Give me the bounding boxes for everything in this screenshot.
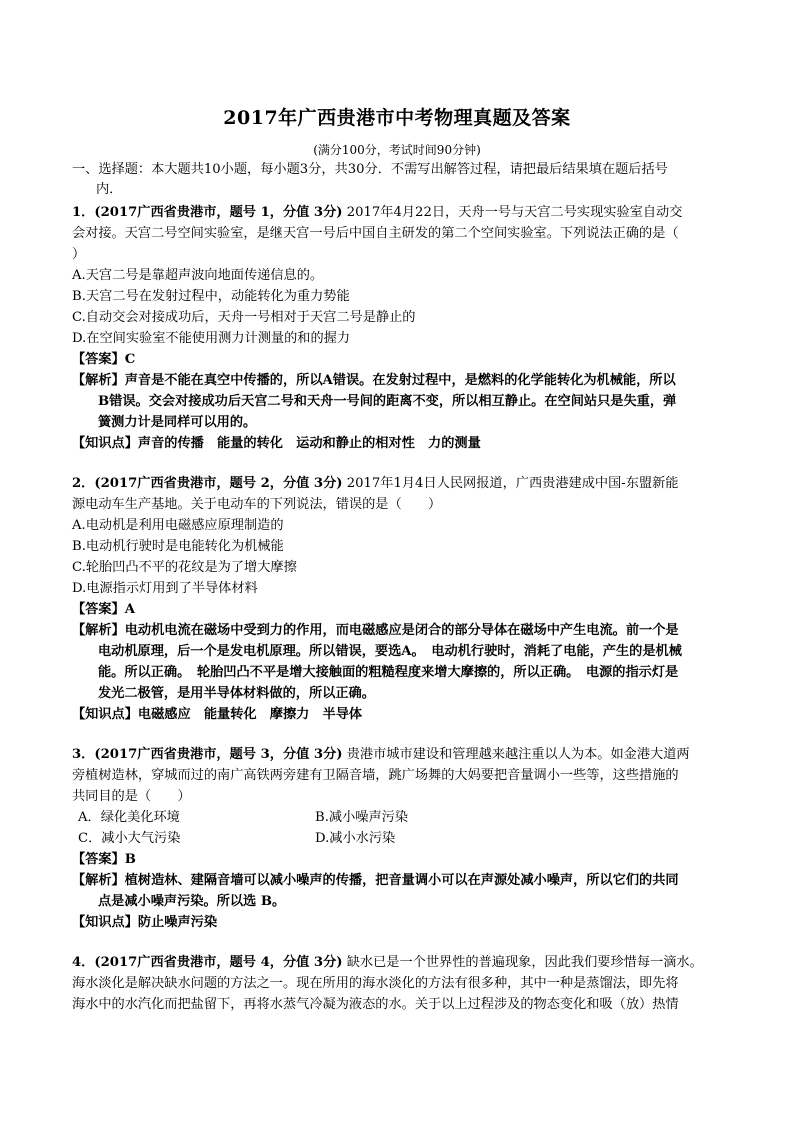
question-3-option-d: D.减小水污染 <box>315 831 396 846</box>
question-2-stem <box>72 474 732 494</box>
question-1-stem-text: 2017年4月22日，天舟一号与天宫二号实现实验室自动交 <box>342 205 683 220</box>
question-4-stem-line2: 海水淡化是解决缺水问题的方法之一。现在所用的海水淡化的方法有很多种，其中一种是蒸馏法，即先将 <box>72 976 679 991</box>
question-1-analysis-line2: B错误。交会对接成功后天宫二号和天舟一号间的距离不变，所以相互静止。在空间站只是失重，弹 <box>98 394 677 409</box>
question-1-analysis-line3: 簧测力计是同样可以用的。 <box>98 415 257 430</box>
question-1-stem-line2: 会对接。天宫二号空间实验室，是继天宫一号后中国自主研发的第二个空间实验室。下列说法正确的是（ <box>72 226 679 241</box>
question-2-answer: 【答案】A <box>72 602 135 617</box>
question-1-stem <box>72 203 732 223</box>
question-2-option-c: C.轮胎凹凸不平的花纹是为了增大摩擦 <box>72 560 297 575</box>
question-1-knowledge: 【知识点】声音的传播 能量的转化 运动和静止的相对性 力的测量 <box>72 436 481 451</box>
question-4-stem-line3: 海水中的水汽化而把盐留下，再将水蒸气冷凝为液态的水。关于以上过程涉及的物态变化和吸（放）热情 <box>72 997 679 1012</box>
question-3-stem <box>72 745 732 765</box>
question-3-option-c: C．减小大气污染 <box>78 831 181 846</box>
question-4-head: 4．(2017广西省贵港市，题号 4，分值 3分) <box>72 955 343 970</box>
question-3-stem-line2: 旁植树造林，穿城而过的南广高铁两旁建有卫隔音墙，跳广场舞的大妈要把音量调小一些等，这些措施的 <box>72 768 679 783</box>
page-title: 2017年广西贵港市中考物理真题及答案 <box>223 107 571 129</box>
question-1-option-c: C.自动交会对接成功后，天舟一号相对于天宫二号是静止的 <box>72 310 416 325</box>
question-2-head: 2．(2017广西省贵港市，题号 2，分值 3分) <box>72 476 343 491</box>
question-1-answer: 【答案】C <box>72 352 136 367</box>
question-2-stem-line2: 源电动车生产基地。关于电动车的下列说法，错误的是（ ） <box>72 497 442 512</box>
question-3-option-b: B.减小噪声污染 <box>315 810 409 825</box>
question-2-analysis: 【解析】电动机电流在磁场中受到力的作用，而电磁感应是闭合的部分导体在磁场中产生电流。前一个是 <box>72 623 679 638</box>
question-3-answer: 【答案】B <box>72 852 136 867</box>
question-2-analysis-line2: 电动机原理，后一个是发电机原理。所以错误，要选A。 电动机行驶时，消耗了电能，产生的是机械 <box>98 644 682 659</box>
question-3-stem-line3: 共同目的是（ ） <box>72 789 191 804</box>
question-3-knowledge: 【知识点】防止噪声污染 <box>72 915 218 930</box>
question-3-option-a: A．绿化美化环境 <box>78 810 180 825</box>
question-1-analysis: 【解析】声音是不能在真空中传播的，所以A错误。在发射过程中，是燃料的化学能转化为机械能，所以 <box>72 373 676 388</box>
section-heading: 一、选择题：本大题共10小题，每小题3分，共30分．不需写出解答过程，请把最后结果填在题后括号 <box>72 162 668 177</box>
question-3-stem-text: 贵港市城市建设和管理越来越注重以人为本。如金港大道两 <box>342 747 690 762</box>
question-2-analysis-line3: 能。所以正确。 轮胎凹凸不平是增大接触面的粗糙程度来增大摩擦的，所以正确。 电源的指示灯是 <box>98 665 679 680</box>
question-2-option-a: A.电动机是利用电磁感应原理制造的 <box>72 518 284 533</box>
section-heading-cont: 内． <box>96 182 123 197</box>
question-1-option-d: D.在空间实验室不能使用测力计测量的和的握力 <box>72 331 351 346</box>
question-1-option-b: B.天宫二号在发射过程中，动能转化为重力势能 <box>72 289 350 304</box>
question-2-option-d: D.电源指示灯用到了半导体材料 <box>72 581 258 596</box>
question-3-analysis-line2: 点是减小噪声污染。所以选 B。 <box>98 894 286 909</box>
question-4-stem <box>72 953 732 973</box>
question-1-option-a: A.天宫二号是靠超声波向地面传递信息的。 <box>72 268 324 283</box>
question-4-stem-text: 缺水已是一个世界性的普遍现象，因此我们要珍惜每一滴水。 <box>342 955 703 970</box>
question-2-analysis-line4: 发光二极管，是用半导体材料做的，所以正确。 <box>98 686 375 701</box>
question-2-stem-text: 2017年1月4日人民网报道，广西贵港建成中国-东盟新能 <box>342 476 679 491</box>
question-2-knowledge: 【知识点】电磁感应 能量转化 摩擦力 半导体 <box>72 707 363 722</box>
question-2-option-b: B.电动机行驶时是电能转化为机械能 <box>72 539 284 554</box>
page-subtitle: (满分100分，考试时间90分钟) <box>313 143 481 157</box>
question-1-head: 1．(2017广西省贵港市，题号 1，分值 3分) <box>72 205 343 220</box>
question-1-stem-line3: ） <box>72 247 86 262</box>
question-3-head: 3．(2017广西省贵港市，题号 3，分值 3分) <box>72 747 343 762</box>
question-3-analysis: 【解析】植树造林、建隔音墙可以减小噪声的传播，把音量调小可以在声源处减小噪声，所以它们的共同 <box>72 873 679 888</box>
